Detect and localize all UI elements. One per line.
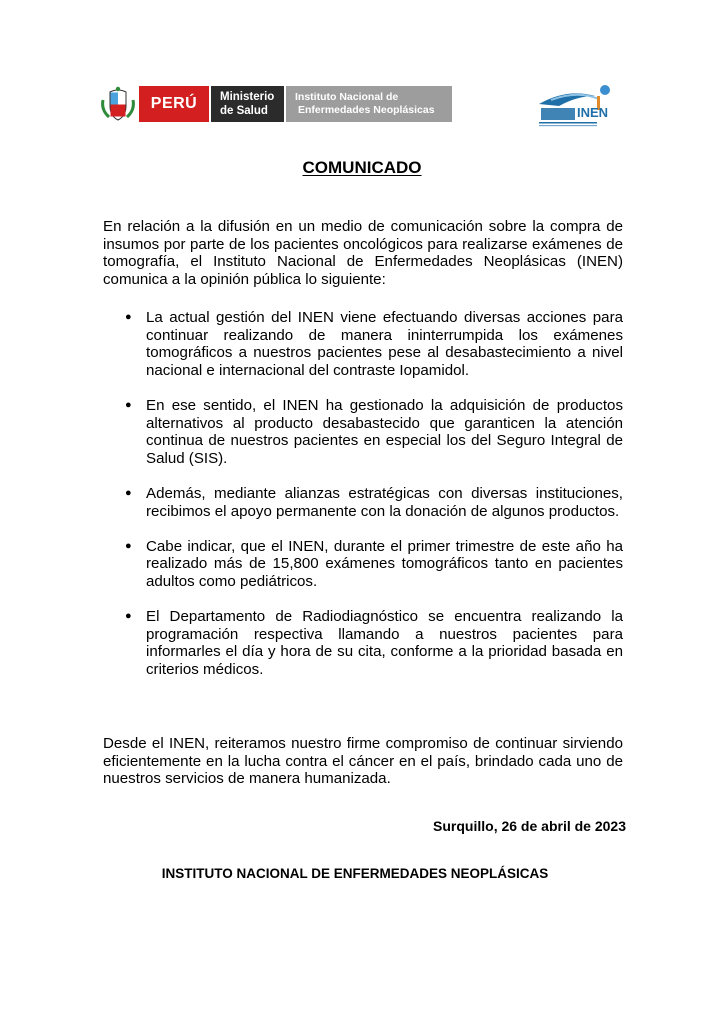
closing-paragraph: Desde el INEN, reiteramos nuestro firme compromiso de continuar sirviendo eficientemente en la lucha contra el cáncer en el país, brindado cada uno de nuestros servicios de manera humanizada. [103, 735, 623, 788]
institute-line2: Enfermedades Neoplásicas [298, 104, 435, 116]
government-header-logo [100, 86, 452, 122]
date-line: Surquillo, 26 de abril de 2023 [433, 818, 626, 834]
inen-logo-icon [537, 84, 619, 128]
svg-text:INEN: INEN [577, 105, 609, 120]
bullet-text: La actual gestión del INEN viene efectuando diversas acciones para continuar realizando de manera ininterrumpida los exámenes tomográficos a nuestros pacientes pese al desabastecimiento a nivel nacional e internacional del contraste Iopamidol. [146, 309, 623, 379]
ministerio-label [211, 86, 284, 122]
bullet-text: En ese sentido, el INEN ha gestionado la adquisición de productos alternativos al producto desabastecido que garanticen la atención continua de nuestros pacientes en especial los del Seguro Integral de Salud (SIS). [146, 396, 623, 467]
list-item [103, 538, 623, 591]
document-title: COMUNICADO [302, 158, 422, 177]
bullet-icon: ● [125, 398, 132, 411]
list-item [103, 608, 623, 678]
institute-label [286, 86, 452, 122]
bullet-text: Cabe indicar, que el INEN, durante el primer trimestre de este año ha realizado más de 15,800 exámenes tomográficos tanto en pacientes adultos como pediátricos. [146, 537, 623, 590]
bullet-icon: ● [125, 539, 132, 552]
bullet-icon: ● [125, 610, 132, 623]
bullet-text: Además, mediante alianzas estratégicas con diversas instituciones, recibimos el apoyo permanente con la donación de algunos productos. [146, 484, 623, 520]
peru-coat-of-arms-icon [100, 86, 136, 122]
bullet-list [103, 309, 623, 696]
peru-label: PERÚ [139, 86, 209, 122]
signature-line: INSTITUTO NACIONAL DE ENFERMEDADES NEOPLÁSICAS [161, 866, 549, 881]
list-item [103, 397, 623, 467]
list-item [103, 309, 623, 379]
intro-paragraph: En relación a la difusión en un medio de comunicación sobre la compra de insumos por parte de los pacientes oncológicos para realizarse exámenes de tomografía, el Instituto Nacional de Enfermedades Neoplásicas (INEN) comunica a la opinión pública lo siguiente: [103, 218, 623, 288]
institute-line1: Instituto Nacional de [295, 91, 399, 103]
ministerio-line1: Ministerio [220, 91, 275, 103]
bullet-icon: ● [125, 311, 132, 323]
bullet-icon: ● [125, 486, 132, 499]
bullet-text: El Departamento de Radiodiagnóstico se encuentra realizando la programación respectiva llamando a nuestros pacientes para informarles el día y hora de su cita, conforme a la prioridad basada en criterios médicos. [146, 608, 623, 678]
list-item [103, 485, 623, 520]
ministerio-line2: de Salud [220, 105, 268, 117]
